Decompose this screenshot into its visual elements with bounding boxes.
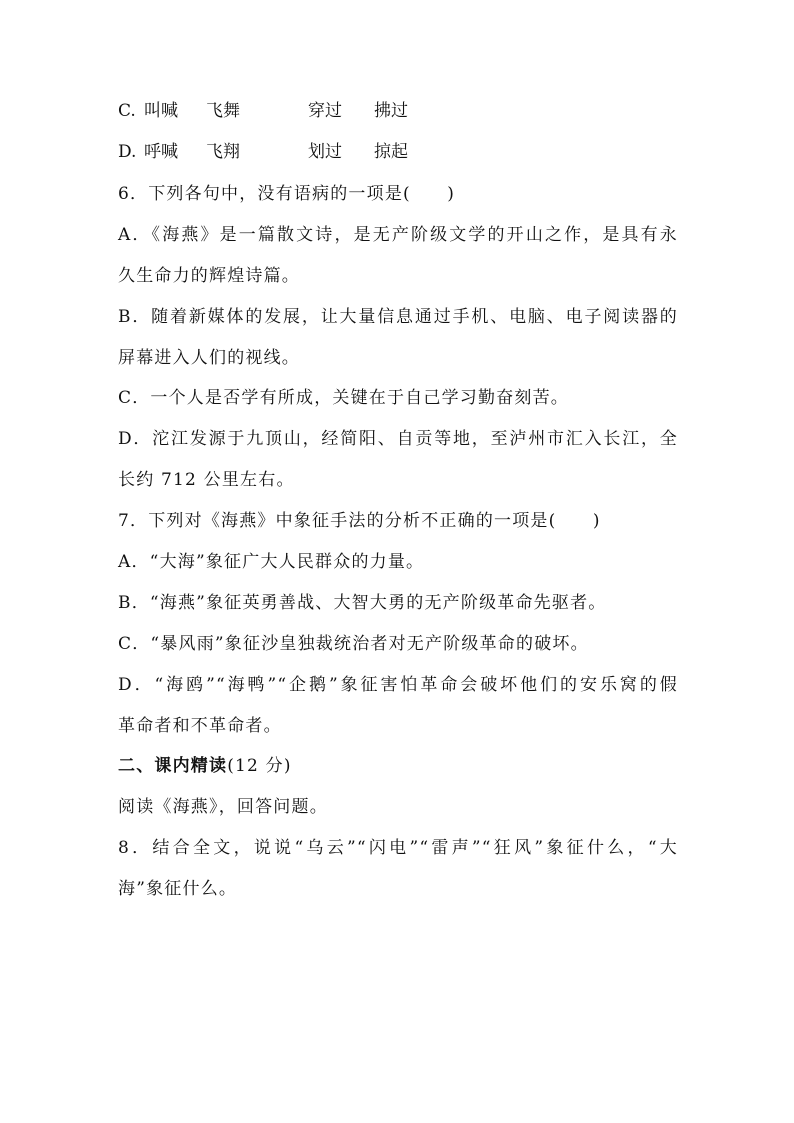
section-score: (12 分) [227, 756, 292, 776]
option-word-1: 叫喊 [144, 101, 178, 121]
question-6-option-a-line2: 久生命力的辉煌诗篇。 [118, 266, 300, 286]
option-letter: D. [118, 142, 137, 162]
option-word-1: 呼喊 [144, 142, 178, 162]
question-7-option-a: A．“大海”象征广大人民群众的力量。 [118, 552, 425, 572]
question-6-option-c: C．一个人是否学有所成，关键在于自己学习勤奋刻苦。 [118, 388, 570, 408]
question-6-option-a-line1: A．《海燕》是一篇散文诗，是无产阶级文学的开山之作，是具有永 [118, 225, 678, 245]
question-7-option-c: C．“暴风雨”象征沙皇独裁统治者对无产阶级革命的破坏。 [118, 634, 589, 654]
option-word-3: 穿过 [308, 101, 342, 121]
question-7-option-d-line2: 革命者和不革命者。 [118, 716, 282, 736]
option-word-2: 飞翔 [206, 142, 240, 162]
question-8-line2: 海”象征什么。 [118, 879, 238, 899]
option-letter: C. [118, 101, 136, 121]
question-6-option-b-line2: 屏幕进入人们的视线。 [118, 348, 300, 368]
question-7-option-d-line1: D．“海鸥”“海鸭”“企鹅”象征害怕革命会破坏他们的安乐窝的假 [118, 675, 678, 695]
question-7-stem: 7．下列对《海燕》中象征手法的分析不正确的一项是( ) [118, 511, 601, 531]
question-6-option-b-line1: B．随着新媒体的发展，让大量信息通过手机、电脑、电子阅读器的 [118, 307, 678, 327]
section-2-heading [118, 755, 678, 777]
section-heading-text: 二、课内精读 [118, 756, 228, 776]
section-2-instruction: 阅读《海燕》，回答问题。 [118, 797, 328, 817]
option-word-2: 飞舞 [206, 101, 240, 121]
question-6-option-d-line1: D．沱江发源于九顶山，经简阳、自贡等地，至泸州市汇入长江，全 [118, 429, 678, 449]
option-word-3: 划过 [308, 142, 342, 162]
question-7-option-b: B．“海燕”象征英勇善战、大智大勇的无产阶级革命先驱者。 [118, 593, 607, 613]
question-6-stem: 6．下列各句中，没有语病的一项是( ) [118, 184, 456, 204]
question-8-line1: 8．结合全文，说说“乌云”“闪电”“雷声”“狂风”象征什么，“大 [118, 838, 678, 858]
option-word-4: 掠起 [374, 142, 408, 162]
question-6-option-d-line2: 长约 712 公里左右。 [118, 470, 295, 490]
option-word-4: 拂过 [374, 101, 408, 121]
